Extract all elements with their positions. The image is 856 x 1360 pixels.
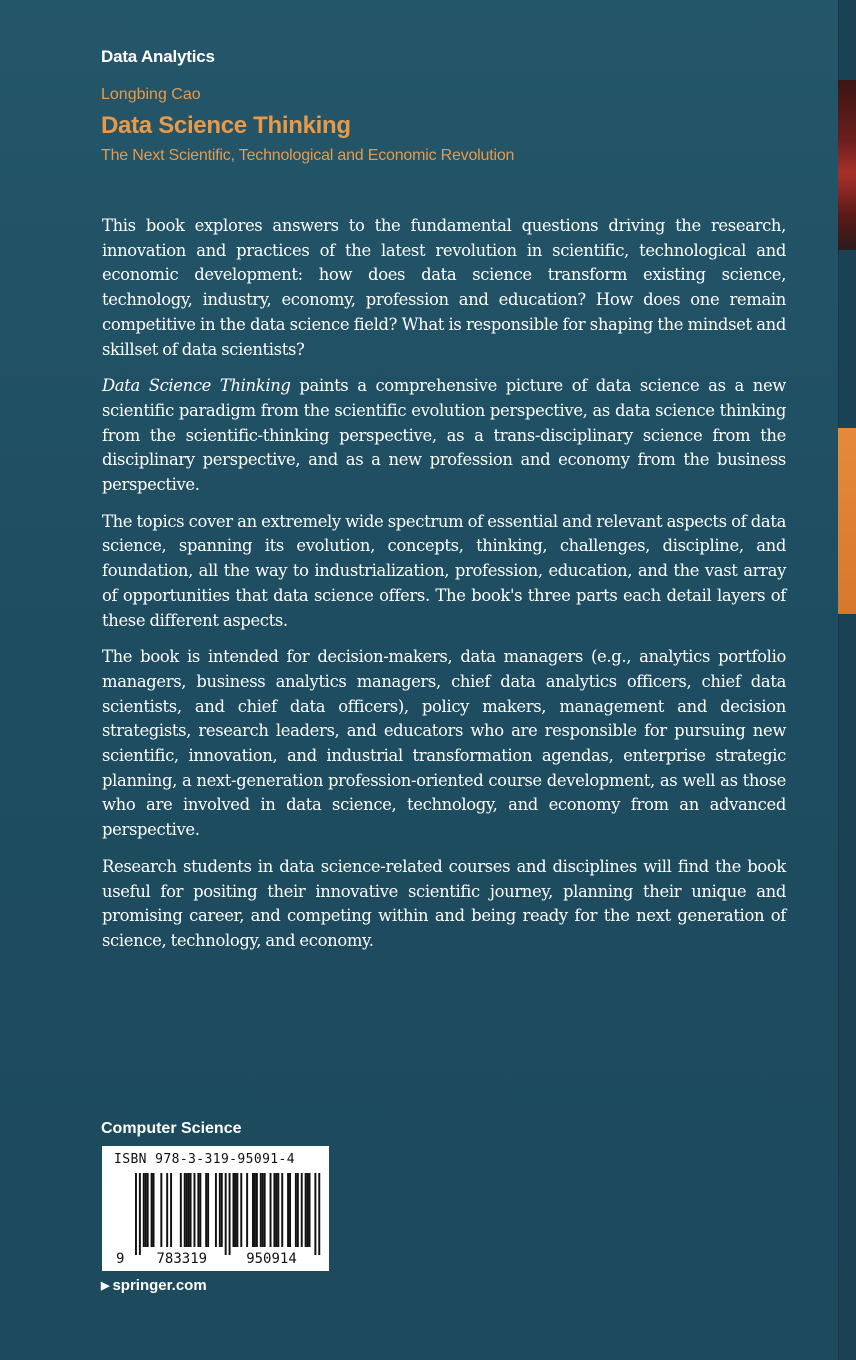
- barcode-bar: [289, 1173, 291, 1247]
- barcode-bar: [275, 1173, 277, 1247]
- blurb-paragraph-5: Research students in data science-related courses and disciplines will find the book useful for positing their innovative scientific journey, planning their unique and promising career, and competing within and being ready for the next generation of science, technology, and economy.: [102, 856, 786, 950]
- barcode-bar: [186, 1173, 188, 1247]
- barcode-bar: [318, 1173, 320, 1255]
- barcode-bar: [215, 1173, 217, 1247]
- barcode-digits: 950914: [246, 1251, 297, 1267]
- barcode-bar: [234, 1173, 236, 1247]
- barcode-bar: [264, 1173, 266, 1247]
- barcode-bar: [260, 1173, 262, 1247]
- barcode-bar: [135, 1173, 137, 1255]
- barcode-bar: [307, 1173, 309, 1247]
- book-title: Data Science Thinking: [101, 112, 351, 139]
- barcode-bar: [166, 1173, 168, 1247]
- barcode-bar: [254, 1173, 256, 1247]
- barcode-bar: [147, 1173, 149, 1247]
- barcode-bar: [270, 1173, 272, 1247]
- barcode-bar: [314, 1173, 316, 1255]
- series-name: Data Analytics: [101, 47, 215, 66]
- publisher-website[interactable]: [101, 1277, 207, 1294]
- barcode-bar: [190, 1173, 192, 1247]
- barcode-bar: [233, 1173, 235, 1247]
- spine-orange-band: [838, 428, 856, 614]
- blurb-paragraph-4: The book is intended for decision-makers, data managers (e.g., analytics portfolio managers, business analytics managers, chief data analytics officers, chief data scientists, and chief data officers), policy makers, management and decision strategists, research leaders, and educators who are responsible for pursuing new scientific, innovation, and industrial transformation agendas, enterprise strategic planning, a next-generation profession-oriented course development, as well as those who are involved in data science, technology, and economy from an advanced perspective.: [102, 647, 786, 840]
- blurb-paragraph-1: This book explores answers to the fundamental questions driving the research, innovation and practices of the latest revolution in scientific, technological and economic development: how does data science transform existing science, technology, industry, economy, profession and education? How does one remain competitive in the data science field? What is responsible for shaping the mindset and skillset of data scientists?: [102, 216, 786, 359]
- barcode-bar: [199, 1173, 201, 1247]
- barcode-bar: [170, 1173, 172, 1247]
- barcode-bar: [145, 1173, 147, 1247]
- barcode-bar: [273, 1173, 275, 1247]
- blurb-title-italic: Data Science Thinking: [102, 376, 291, 396]
- barcode-bar: [287, 1173, 289, 1247]
- barcode-bar: [301, 1173, 303, 1247]
- blurb-paragraph-2-text: paints a comprehensive picture of data science as a new scientific paradigm from the scientific evolution perspective, as data science thinking from the scientific-thinking perspective, as a trans-disciplinary science from the disciplinary perspective, and as a new profession and economy from the business perspective.: [102, 376, 786, 495]
- barcode-bar: [309, 1173, 311, 1247]
- barcode-bar: [256, 1173, 258, 1247]
- author-name: Longbing Cao: [101, 86, 201, 103]
- barcode-bar: [229, 1173, 231, 1255]
- barcode-bar: [281, 1173, 283, 1247]
- barcode-bar: [221, 1173, 223, 1247]
- barcode-bar: [205, 1173, 207, 1247]
- barcode-bar: [160, 1173, 162, 1247]
- barcode-bar: [295, 1173, 297, 1247]
- barcode-bar: [297, 1173, 299, 1247]
- isbn-label: ISBN 978-3-319-95091-4: [114, 1152, 295, 1167]
- barcode-bar: [305, 1173, 307, 1247]
- barcode-bar: [262, 1173, 264, 1247]
- subject-category: Computer Science: [101, 1120, 242, 1137]
- barcode-bar: [184, 1173, 186, 1247]
- barcode-digits: 9: [116, 1251, 125, 1267]
- barcode-bar: [236, 1173, 238, 1247]
- blurb-paragraph-3: The topics cover an extremely wide spectrum of essential and relevant aspects of data science, spanning its evolution, concepts, thinking, challenges, discipline, and foundation, all the way to industrialization, profession, education, and the vast array of opportunities that data science offers. The book's three parts each detail layers of these different aspects.: [102, 511, 786, 630]
- spine-red-image: [838, 80, 856, 250]
- blurb-paragraph-2: [102, 374, 786, 498]
- barcode-bar: [143, 1173, 145, 1247]
- book-subtitle: The Next Scientific, Technological and Economic Revolution: [101, 147, 515, 164]
- website-label: springer.com: [112, 1277, 207, 1294]
- barcode-bar: [139, 1173, 141, 1255]
- barcode-bar: [153, 1173, 155, 1247]
- barcode-bar: [252, 1173, 254, 1247]
- isbn-barcode: [102, 1146, 329, 1271]
- triangle-right-icon: ▶: [101, 1280, 110, 1292]
- barcode-bar: [225, 1173, 227, 1255]
- barcode-bar: [197, 1173, 199, 1247]
- blurb: [102, 214, 786, 966]
- barcode-bar: [207, 1173, 209, 1247]
- barcode-bar: [194, 1173, 196, 1247]
- barcode-bar: [188, 1173, 190, 1247]
- barcode-bar: [180, 1173, 182, 1247]
- barcode-bar: [246, 1173, 248, 1247]
- barcode-bar: [219, 1173, 221, 1247]
- barcode-image: [102, 1146, 329, 1271]
- barcode-bar: [151, 1173, 153, 1247]
- barcode-digits: 783319: [156, 1251, 208, 1267]
- barcode-bar: [240, 1173, 242, 1247]
- barcode-bar: [277, 1173, 279, 1247]
